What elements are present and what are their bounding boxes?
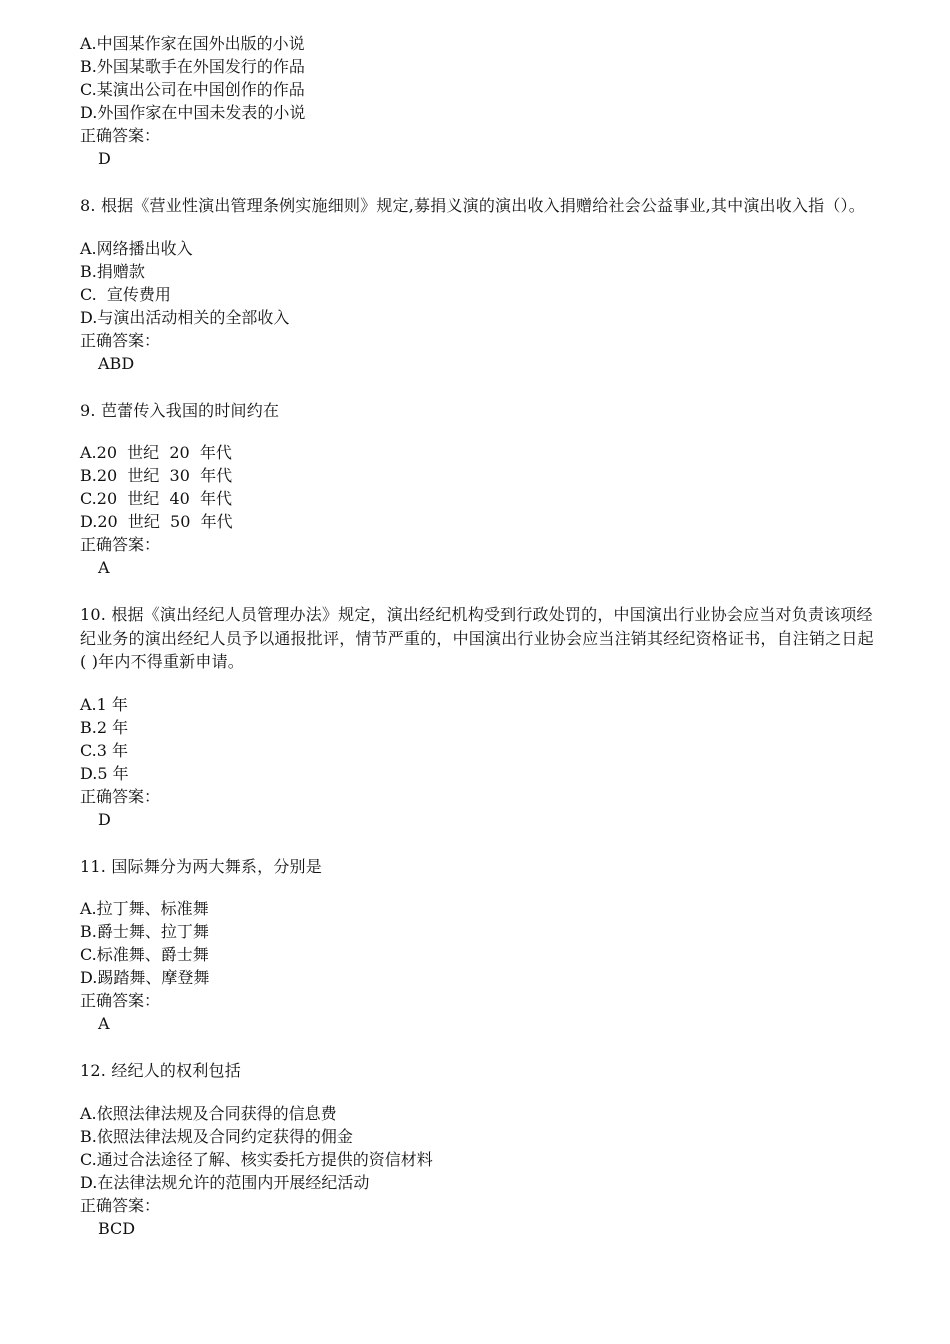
answer-value: A xyxy=(98,558,110,577)
answer-label: 正确答案： xyxy=(80,126,161,145)
question-stem: 10. 根据《演出经纪人员管理办法》规定，演出经纪机构受到行政处罚的，中国演出行业协会应当对负责该项经纪业务的演出经纪人员予以通报批评，情节严重的，中国演出行业协会应当注销其经纪资格证书，自注销之日起( )年内不得重新申请。 xyxy=(80,605,874,671)
option-d: D.5 年 xyxy=(80,763,129,783)
answer-label: 正确答案： xyxy=(80,330,161,350)
answer-value: D xyxy=(98,809,111,829)
option-b: B.2 年 xyxy=(80,717,129,737)
option-a: A.中国某作家在国外出版的小说 xyxy=(80,34,305,53)
option-b: B.依照法律法规及合同约定获得的佣金 xyxy=(80,1126,353,1146)
question-7-block xyxy=(80,32,880,170)
option-b: B.外国某歌手在外国发行的作品 xyxy=(80,57,305,76)
option-b: B.20 世纪 30 年代 xyxy=(80,466,233,485)
option-c: C.20 世纪 40 年代 xyxy=(80,489,232,508)
question-stem: 11. 国际舞分为两大舞系，分别是 xyxy=(80,856,322,876)
option-d: D.踢踏舞、摩登舞 xyxy=(80,968,210,987)
answer-label: 正确答案： xyxy=(80,535,161,554)
answer-value: ABD xyxy=(98,353,135,373)
option-c: C.标准舞、爵士舞 xyxy=(80,945,209,964)
option-b: B.爵士舞、拉丁舞 xyxy=(80,922,209,941)
document-page xyxy=(80,32,880,1240)
answer-value: D xyxy=(98,149,111,168)
question-stem: 8. 根据《营业性演出管理条例实施细则》规定,募捐义演的演出收入捐赠给社会公益事业,其中演出收入指（）。 xyxy=(80,196,865,215)
option-a: A.网络播出收入 xyxy=(80,238,193,258)
question-9-block xyxy=(80,399,880,580)
answer-label: 正确答案： xyxy=(80,786,161,806)
answer-value: A xyxy=(98,1014,110,1033)
option-a: A.20 世纪 20 年代 xyxy=(80,443,232,462)
answer-label: 正确答案： xyxy=(80,991,161,1010)
question-11-block xyxy=(80,855,880,1036)
option-d: D.与演出活动相关的全部收入 xyxy=(80,307,290,327)
option-a: A.依照法律法规及合同获得的信息费 xyxy=(80,1103,337,1123)
option-d: D.20 世纪 50 年代 xyxy=(80,512,233,531)
option-c: C.某演出公司在中国创作的作品 xyxy=(80,80,305,99)
question-12-block xyxy=(80,1059,880,1240)
option-d: D.外国作家在中国未发表的小说 xyxy=(80,103,306,122)
question-8-block xyxy=(80,194,880,375)
option-a: A.1 年 xyxy=(80,694,128,714)
option-b: B.捐赠款 xyxy=(80,261,145,281)
answer-label: 正确答案： xyxy=(80,1195,161,1215)
option-c: C.通过合法途径了解、核实委托方提供的资信材料 xyxy=(80,1149,433,1169)
question-stem: 9. 芭蕾传入我国的时间约在 xyxy=(80,400,280,420)
option-a: A.拉丁舞、标准舞 xyxy=(80,899,209,918)
option-c: C. 宣传费用 xyxy=(80,284,171,304)
option-d: D.在法律法规允许的范围内开展经纪活动 xyxy=(80,1172,370,1192)
answer-value: BCD xyxy=(98,1218,136,1238)
question-10-block xyxy=(80,603,880,831)
option-c: C.3 年 xyxy=(80,740,129,760)
question-stem: 12. 经纪人的权利包括 xyxy=(80,1061,241,1080)
